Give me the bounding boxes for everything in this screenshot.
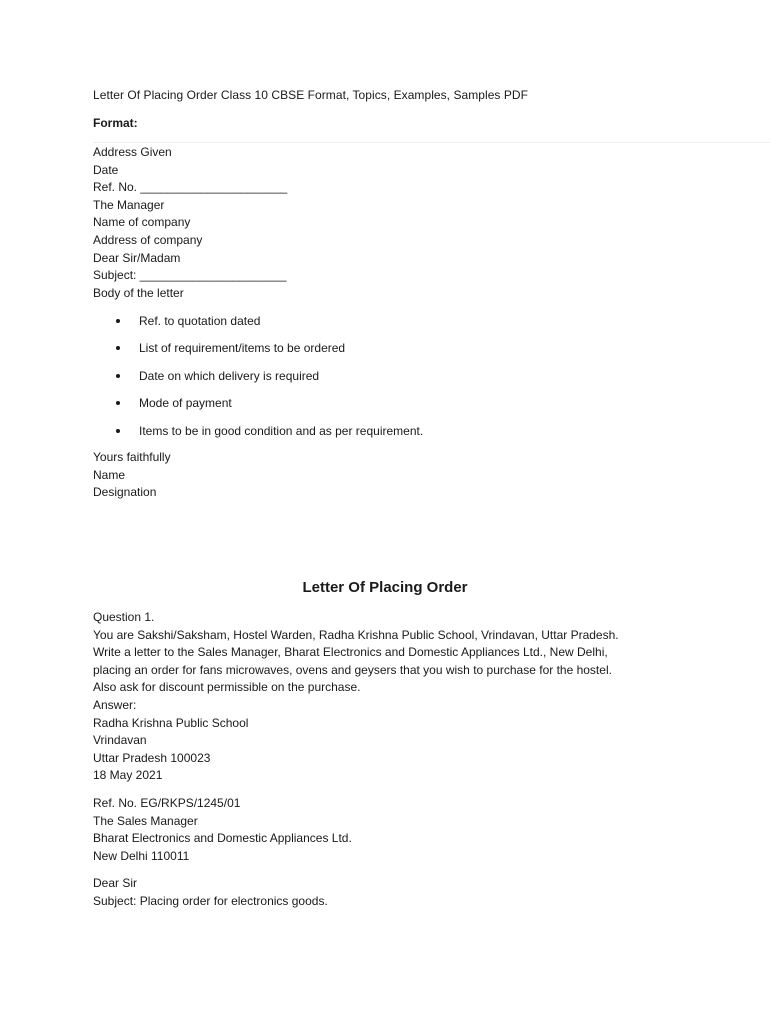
format-lines: [93, 144, 287, 302]
format-line: Date: [93, 162, 119, 177]
question-line: Uttar Pradesh 100023: [93, 750, 211, 765]
document-title: Letter Of Placing Order Class 10 CBSE Format, Topics, Examples, Samples PDF: [93, 88, 529, 102]
question-block: [93, 609, 619, 785]
salutation-line: Dear Sir: [93, 876, 138, 890]
format-line: Name of company: [93, 215, 191, 230]
format-line: The Manager: [93, 197, 165, 212]
recipient-line: Ref. No. EG/RKPS/1245/01: [93, 796, 241, 810]
divider: [93, 142, 770, 143]
list-item: [93, 340, 423, 367]
format-line: Address Given: [93, 145, 172, 159]
recipient-block: [93, 795, 352, 865]
list-item-text: Items to be in good condition and as per requirement.: [139, 423, 424, 438]
list-item-text: Ref. to quotation dated: [139, 314, 261, 328]
question-line: placing an order for fans microwaves, ovens and geysers that you wish to purchase for the hostel.: [93, 662, 612, 677]
bullet-icon: [116, 401, 120, 405]
body-points-list: [93, 313, 423, 450]
list-item: [93, 423, 423, 450]
question-line: Radha Krishna Public School: [93, 715, 249, 730]
format-line: Subject: ______________________: [93, 268, 287, 283]
question-line: You are Sakshi/Saksham, Hostel Warden, Radha Krishna Public School, Vrindavan, Uttar Pradesh.: [93, 627, 619, 642]
bullet-icon: [116, 429, 120, 433]
list-item: [93, 313, 423, 340]
question-line: Also ask for discount permissible on the purchase.: [93, 680, 361, 695]
format-line: Ref. No. ______________________: [93, 180, 288, 195]
list-item-text: Mode of payment: [139, 396, 232, 411]
bullet-icon: [116, 346, 120, 350]
list-item: [93, 395, 423, 422]
question-line: 18 May 2021: [93, 768, 163, 783]
recipient-line: The Sales Manager: [93, 813, 198, 828]
question-line: Vrindavan: [93, 733, 147, 748]
closing-line: Name: [93, 467, 126, 482]
subject-line: Subject: Placing order for electronics goods.: [93, 893, 328, 908]
question-line: Write a letter to the Sales Manager, Bharat Electronics and Domestic Appliances Ltd., New Delhi,: [93, 645, 608, 660]
recipient-line: Bharat Electronics and Domestic Appliances Ltd.: [93, 831, 352, 846]
bullet-icon: [116, 319, 120, 323]
closing-line: Designation: [93, 485, 157, 500]
recipient-line: New Delhi 110011: [93, 848, 190, 863]
bullet-icon: [116, 374, 120, 378]
closing-lines: [93, 449, 171, 502]
section-heading: Letter Of Placing Order: [302, 579, 468, 596]
format-line: Address of company: [93, 232, 203, 247]
question-line: Question 1.: [93, 610, 155, 624]
closing-line: Yours faithfully: [93, 450, 171, 464]
list-item-text: List of requirement/items to be ordered: [139, 341, 346, 356]
format-heading: Format:: [93, 116, 138, 130]
list-item-text: Date on which delivery is required: [139, 368, 320, 383]
question-line: Answer:: [93, 697, 137, 712]
list-item: [93, 368, 423, 395]
format-line: Body of the letter: [93, 285, 184, 300]
salutation-block: [93, 875, 328, 910]
format-line: Dear Sir/Madam: [93, 250, 181, 265]
